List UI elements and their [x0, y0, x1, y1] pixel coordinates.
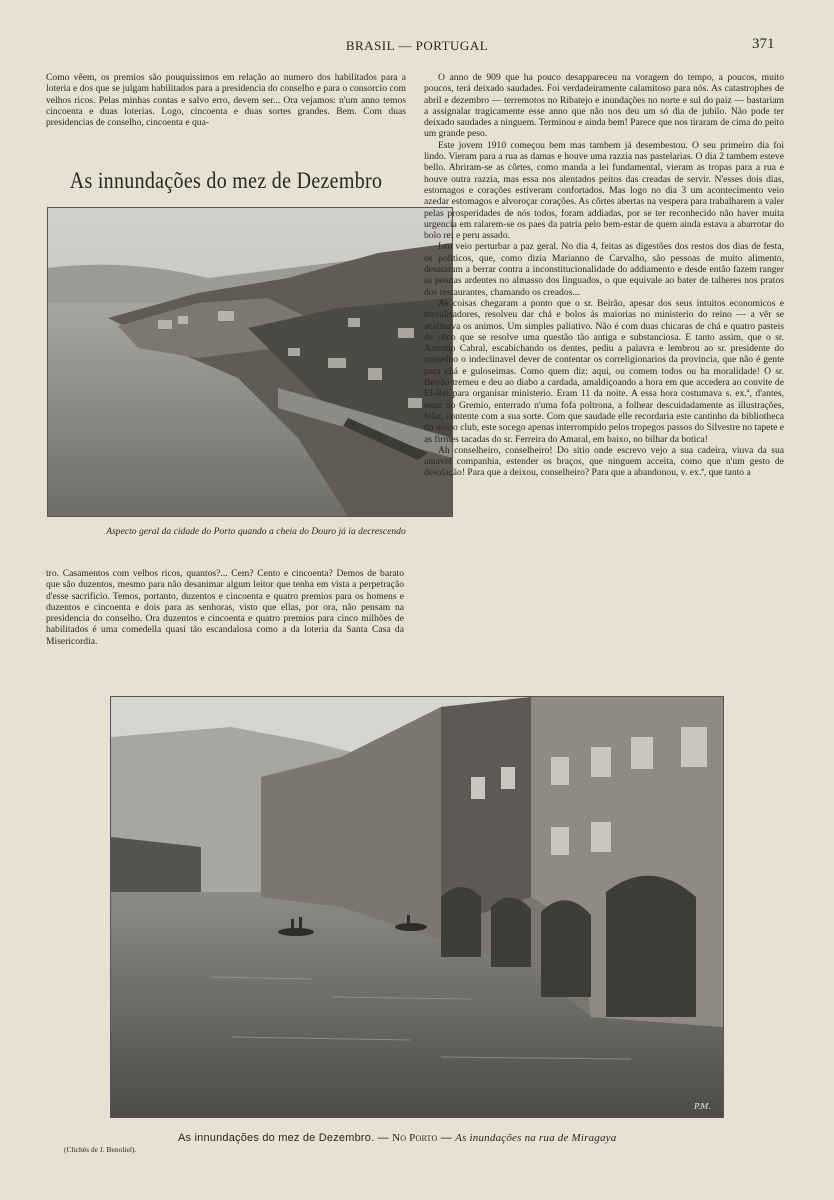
paragraph: Ah conselheiro, conselheiro! Do sitio onde escrevo vejo a sua cadeira, viuva da sua amavel companhia, estender os braços, que ninguem acceita, como que n'um gesto de desolação! Para que a deixou, conselheiro? Para que a abandonou, v. ex.ª, que tanto a — [424, 444, 784, 479]
left-column-bottom — [46, 568, 404, 647]
photographer-signature: P.M. — [693, 1102, 711, 1111]
caption-dash: — — [440, 1132, 452, 1144]
caption-main: As innundações do mez de Dezembro. — [178, 1132, 375, 1144]
paragraph: Como vêem, os premios são pouquissimos em relação ao numero dos habilitados para a loteria e dos que se julgam habilitados para a presidencia do conselho e para o consorcio com velhos ricos. Pelas minhas contas e salvo erro, devem ser... Ora vejamos: n'um anno temos cincoenta e duas loterias. Logo, cincoenta e duas sortes grandes. Bem. Com duas presidencias de conselho, cincoenta e qua- — [46, 72, 406, 129]
left-column-top — [46, 72, 406, 128]
page-number: 371 — [752, 36, 775, 52]
paragraph: Este jovem 1910 começou bem mas tambem já desembestou. O seu primeiro dia foi lindo. Vieram para a rua as damas e houve uma razzia nas pastelarias. O dia 2 tambem esteve bello. Abriram-se as côrtes, como manda a lei fundamental, vieram as tropas para a rua e houve outra razzia, mas essa nos alentados peitos das creadas de servir. N'esses dois dias, estomagos e corações estiveram confortados. Mas logo no dia 3 um acontecimento veio azedar estomagos e alvoroçar corações. As côrtes abertas na vespera para trabalharem a valer pelas prosperidades de nós todos, foram addiadas, por se ter reconhecido não haver muita urgencia em ralarem-se os paes da patria pelo bem-estar de quem ainda estava a abarrotar do bolo rei e peru assado. — [424, 139, 784, 242]
photo-miragaya-flood — [110, 696, 724, 1118]
right-column — [424, 72, 784, 479]
caption-place: No Porto — [392, 1132, 438, 1144]
caption-dash: — — [377, 1132, 389, 1144]
photo-credit: (Clichés de J. Benoliel). — [64, 1145, 137, 1154]
paragraph: tro. Casamentos com velhos ricos, quantos?... Cem? Cento e cincoenta? Demos de barato que são duzentos, mesmo para não desanimar algum leitor que tenha em vista a perpetração d'esse sacrificio. Temos, portanto, duzentos e cincoenta e quatro premios para os homens e duzentos e cincoenta e dois para as senhoras, visto que ellas, por ora, não pensam na presidencia do conselho. Ora duzentos e cincoenta e quatro premios para cinco milhões de habilitados é uma comedella quasi tão escandalosa como a da loteria da Santa Casa da Misericordia. — [46, 568, 404, 647]
bottom-photo-caption — [178, 1132, 616, 1144]
paragraph: As coisas chegaram a ponto que o sr. Beirão, apesar dos seus intuitos economicos e moralisadores, resolveu dar chá e bolos ás maiorias no ministerio do reino — a vêr se acalmava os animos. Um simples paliativo. Não é com duas chicaras de chá e quatro pasteis de côco que se resolve uma questão tão antiga e substanciosa. E tanto assim, que o sr. Antonio Cabral, escabichando os dentes, pediu a palavra e lembrou ao sr. presidente do conselho o indeclinavel dever de contentar os correligionarios da provincia, que não é gente para chá e guloseimas. Como quem diz: aqui, ou comem todos ou ha moralidade! O sr. Beirão tremeu e deu ao diabo a cardada, amaldiçoando a hora em que accedera ao convite de El-Rei para organisar ministerio. Eram 11 da noite. A essa hora costumava s. ex.ª, d'antes, estar no Gremio, enterrado n'uma fofa poltrona, a folhear descuidadamente as illustrações, feliz, contente com a sua sorte. Com que saudade elle recordaria este cantinho da bibliotheca do nosso club, este socego apenas interrompido pelos tropegos passos do Silvestre no tapete e as firmes tacadas do sr. Ferreira do Amaral, em baixo, no bilhar da botica! — [424, 297, 784, 445]
running-title: BRASIL — PORTUGAL — [345, 38, 489, 53]
photo-porto-overview-image — [48, 208, 452, 516]
photo-miragaya-flood-image — [111, 697, 723, 1117]
caption-detail: As inundações na rua de Miragaya — [455, 1132, 617, 1144]
section-title: As innundações do mez de Dezembro — [69, 168, 383, 194]
paragraph: Isto veio perturbar a paz geral. No dia 4, feitas as digestões dos restos dos dias de festa, os politicos, que, como dizia Marianno de Carvalho, são pessoas de muito alimento, desataram a berrar contra a inconstitucionalidade do addiamento e desde então fazem ranger as pennas ardentes no almasso dos linguados, o que equivale ao bater de talheres nos pratos dos restaurantes, chamando os creados... — [424, 241, 784, 298]
photo-caption: Aspecto geral da cidade do Porto quando a cheia do Douro já ia decrescendo — [106, 526, 406, 537]
paragraph: O anno de 909 que ha pouco desappareceu na voragem do tempo, a poucos, muito poucos, terá deixado saudades. Foi verdadeiramente calamitoso para nós. As catastrophes de abril e dezembro — terremotos no Ribatejo e inundações no norte e sul do paiz — bastariam a assignalar tragicamente esse anno que não nos deu um só dia de jubilo. Não pode ter deixado saudades a ninguem. Terminou e ainda bem! Parece que nos tiraram de cima do peito um grande peso. — [424, 72, 784, 140]
photo-porto-overview — [47, 207, 453, 517]
